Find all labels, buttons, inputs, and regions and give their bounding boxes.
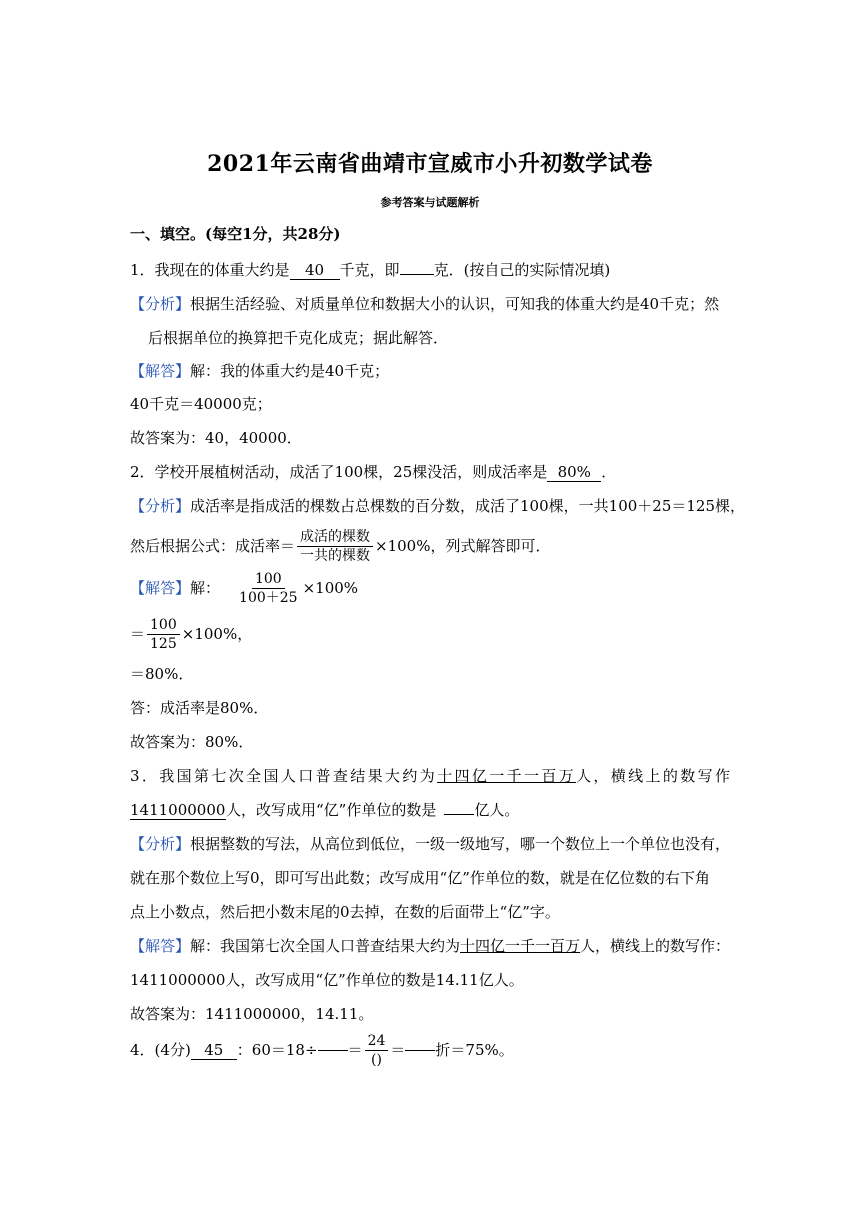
answer-blank [405,1050,435,1051]
calc-fraction: $\frac{100}{125}$ [147,616,180,653]
analysis-line: 就在那个数位上写0，即可写出此数；改写成用“亿”作单位的数，就是在亿位数的右下角 [130,869,710,887]
question-4: 4．(4分) 45 ：60＝18÷ ＝ $\frac{24}{()}$ ＝ 折＝75%。 [130,1032,514,1068]
answer-line: 40千克＝40000克； [130,395,272,413]
answer-blank [318,1050,348,1051]
analysis-tag: 【分析】 [130,295,191,313]
question-3-cont: 1411000000人，改写成用“亿”作单位的数是 亿人。 [130,801,520,819]
answer-line: ＝ $\frac{100}{125}$ ×100%， [130,616,253,652]
answer-blank: 40 [290,261,340,280]
question-2: 2．学校开展植树活动，成活了100棵，25棵没活，则成活率是 80% ． [130,463,617,481]
answer-blank: 1411000000 [130,801,226,819]
page-title: 2021年云南省曲靖市宣威市小升初数学试卷 [207,151,653,177]
answer-tag: 【解答】 [130,937,191,955]
analysis-line: 【分析】成活率是指成活的棵数占总棵数的百分数，成活了100棵，一共100＋25＝125棵， [130,497,745,515]
analysis-line: 【分析】根据整数的写法，从高位到低位，一级一级地写，哪一个数位上一个单位也没有， [130,835,731,853]
answer-tag: 【解答】 [130,362,191,380]
answer-line: ＝80%． [130,665,194,683]
final-answer: 故答案为：80%． [130,733,254,751]
analysis-line: 点上小数点，然后把小数末尾的0去掉，在数的后面带上“亿”字。 [130,903,560,921]
ratio-fraction: $\frac{24}{()}$ [365,1032,389,1069]
answer-line: 【解答】解：我国第七次全国人口普查结果大约为十四亿一千一百万人，横线上的数写作： [130,937,731,955]
answer-line: 【解答】解：我的体重大约是40千克； [130,362,390,380]
analysis-tag: 【分析】 [130,497,191,515]
formula-fraction: $\frac{\text{成活的棵数}}{\text{一共的棵数}}$ [297,528,373,565]
final-answer: 故答案为：40，40000． [130,429,302,447]
question-3: 3．我国第七次全国人口普查结果大约为十四亿一千一百万人，横线上的数写作 [130,767,730,785]
analysis-line: 【分析】根据生活经验、对质量单位和数据大小的认识，可知我的体重大约是40千克；然 [130,295,720,313]
answer-blank: 45 [191,1041,237,1060]
final-answer: 故答案为：1411000000，14.11。 [130,1005,374,1023]
analysis-line: 后根据单位的换算把千克化成克；据此解答． [148,329,449,347]
calc-fraction: $\frac{100}{100+25}$ [239,570,298,606]
answer-line: 【解答】 解： $\frac{100}{100+25}$ ×100% [130,570,359,606]
answer-line: 1411000000人，改写成用“亿”作单位的数是14.11亿人。 [130,971,524,989]
section-heading: 一、填空。(每空1分，共28分) [130,225,341,243]
answer-blank [400,274,434,275]
analysis-tag: 【分析】 [130,835,191,853]
answer-tag: 【解答】 [130,579,191,597]
page-subtitle: 参考答案与试题解析 [380,196,480,209]
answer-blank: 80% [547,463,601,482]
question-1: 1．我现在的体重大约是 40 千克，即 克．(按自己的实际情况填) [130,261,611,279]
answer-line: 答：成活率是80%． [130,699,269,717]
answer-blank [444,814,474,815]
analysis-line: 然后根据公式：成活率＝ $\frac{\text{成活的棵数}}{\text{一共的棵数}}$ ×100%，列式解答即可． [130,528,551,564]
